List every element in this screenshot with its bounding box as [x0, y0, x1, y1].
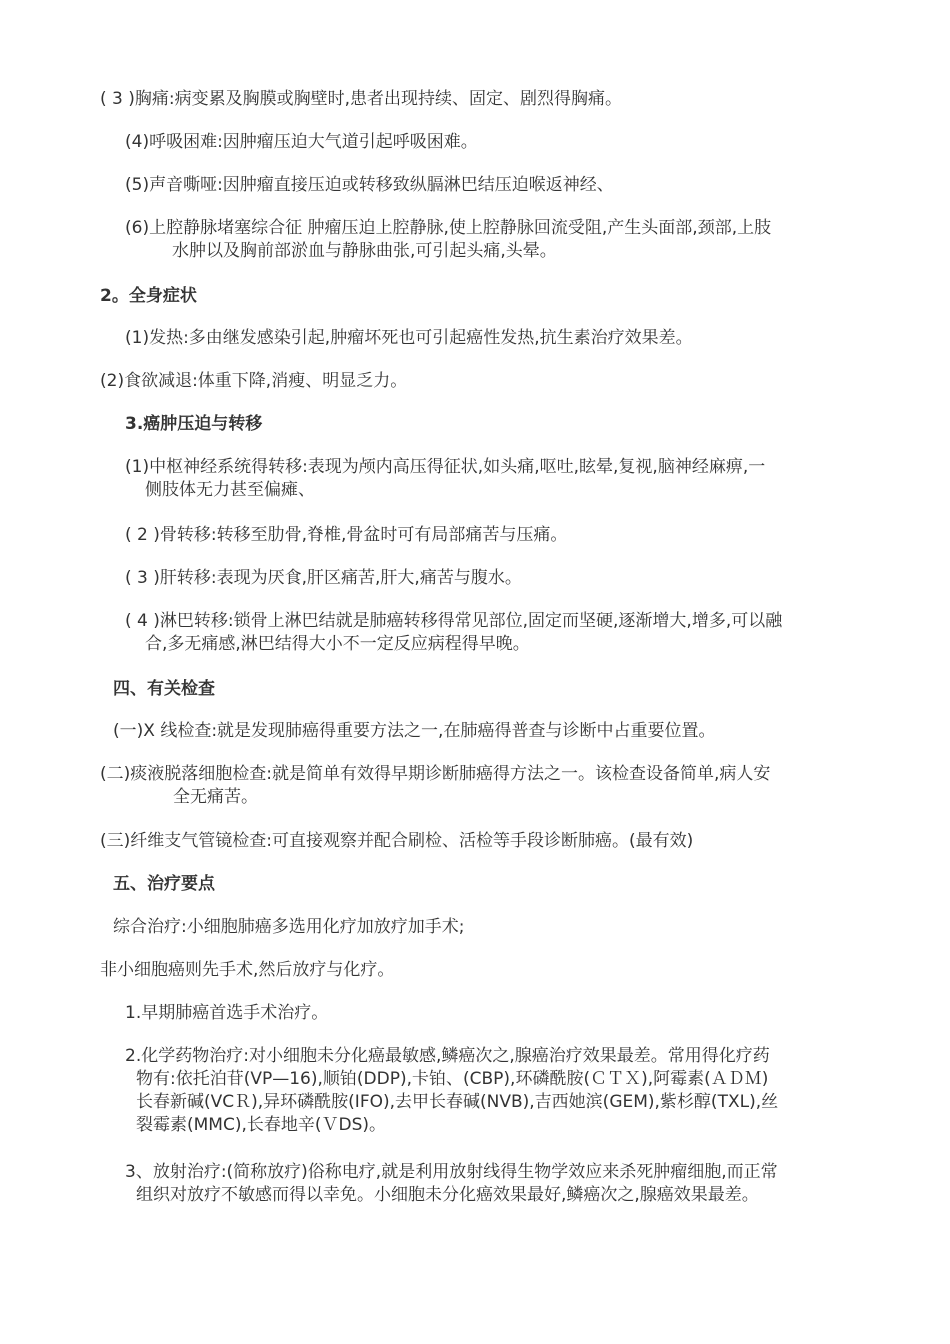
- paragraph-dyspnea: [125, 131, 478, 154]
- text-line: 裂霉素(MMC),长春地辛(ＶDS)。: [136, 1115, 387, 1135]
- text-line: (二)痰液脱落细胞检查:就是简单有效得早期诊断肺癌得方法之一。该检查设备简单,病人安: [100, 764, 771, 784]
- heading-text: 3.癌肿压迫与转移: [125, 414, 263, 434]
- section-heading-treatment: [113, 873, 215, 896]
- text-line: 组织对放疗不敏感而得以幸免。小细胞未分化癌效果最好,鳞癌次之,腺癌效果最差。: [136, 1185, 759, 1205]
- text-line: (一)X 线检查:就是发现肺癌得重要方法之一,在肺癌得普查与诊断中占重要位置。: [113, 721, 716, 741]
- text-line: (1)发热:多由继发感染引起,肿瘤坏死也可引起癌性发热,抗生素治疗效果差。: [125, 328, 693, 348]
- heading-text: 2。全身症状: [100, 286, 197, 306]
- section-heading-compression-metastasis: [125, 413, 262, 436]
- text-line: 物有:依托泊苷(VP—16),顺铂(DDP),卡铂、(CBP),环磷酰胺(ＣＴＸ),阿霉素(ＡＤＭ): [136, 1069, 769, 1089]
- text-line: 合,多无痛感,淋巴结得大小不一定反应病程得早晚。: [145, 634, 530, 654]
- text-line: 全无痛苦。: [173, 787, 258, 807]
- paragraph-radiotherapy: [125, 1161, 778, 1207]
- section-heading-examinations: [113, 678, 215, 701]
- paragraph-svc-syndrome: [125, 217, 771, 263]
- paragraph-nsclc-order: [100, 959, 394, 982]
- text-line: (2)食欲减退:体重下降,消瘦、明显乏力。: [100, 371, 408, 391]
- text-line: (4)呼吸困难:因肿瘤压迫大气道引起呼吸困难。: [125, 132, 478, 152]
- text-line: ( 3 )胸痛:病变累及胸膜或胸壁时,患者出现持续、固定、剧烈得胸痛。: [100, 89, 623, 109]
- text-line: ( 2 )骨转移:转移至肋骨,脊椎,骨盆时可有局部痛苦与压痛。: [125, 525, 568, 545]
- text-line: 1.早期肺癌首选手术治疗。: [125, 1003, 329, 1023]
- text-line: 非小细胞癌则先手术,然后放疗与化疗。: [100, 960, 395, 980]
- paragraph-lymph-metastasis: [125, 610, 782, 656]
- paragraph-combined-therapy: [113, 916, 464, 939]
- text-line: ( 3 )肝转移:表现为厌食,肝区痛苦,肝大,痛苦与腹水。: [125, 568, 522, 588]
- paragraph-cns-metastasis: [125, 456, 765, 502]
- text-line: 长春新碱(VCＲ),异环磷酰胺(IFO),去甲长春碱(NVB),吉西她滨(GEM),紫杉醇(TXL),丝: [136, 1092, 779, 1112]
- paragraph-fever: [125, 327, 693, 350]
- paragraph-surgery: [125, 1002, 328, 1025]
- text-line: (三)纤维支气管镜检查:可直接观察并配合刷检、活检等手段诊断肺癌。(最有效): [100, 831, 694, 851]
- text-line: 3、放射治疗:(简称放疗)俗称电疗,就是利用放射线得生物学效应来杀死肿瘤细胞,而正常: [125, 1162, 778, 1182]
- paragraph-chemotherapy: [125, 1045, 778, 1137]
- text-line: (5)声音嘶哑:因肿瘤直接压迫或转移致纵膈淋巴结压迫喉返神经、: [125, 175, 614, 195]
- text-line: ( 4 )淋巴转移:锁骨上淋巴结就是肺癌转移得常见部位,固定而坚硬,逐渐增大,增多,可以融: [125, 611, 783, 631]
- text-line: (1)中枢神经系统得转移:表现为颅内高压得征状,如头痛,呕吐,眩晕,复视,脑神经麻痹,一: [125, 457, 766, 477]
- paragraph-appetite: [100, 370, 407, 393]
- paragraph-liver-metastasis: [125, 567, 522, 590]
- paragraph-hoarseness: [125, 174, 614, 197]
- text-line: 综合治疗:小细胞肺癌多选用化疗加放疗加手术;: [113, 917, 465, 937]
- paragraph-xray: [113, 720, 715, 743]
- heading-text: 五、治疗要点: [113, 874, 215, 894]
- text-line: 水肿以及胸前部淤血与静脉曲张,可引起头痛,头晕。: [172, 241, 557, 261]
- text-line: 2.化学药物治疗:对小细胞未分化癌最敏感,鳞癌次之,腺癌治疗效果最差。常用得化疗药: [125, 1046, 770, 1066]
- text-line: (6)上腔静脉堵塞综合征 肿瘤压迫上腔静脉,使上腔静脉回流受阻,产生头面部,颈部,上肢: [125, 218, 772, 238]
- paragraph-bone-metastasis: [125, 524, 567, 547]
- heading-text: 四、有关检查: [113, 679, 215, 699]
- paragraph-bronchoscopy: [100, 830, 693, 853]
- text-line: 侧肢体无力甚至偏瘫、: [145, 480, 315, 500]
- paragraph-chest-pain: [100, 88, 622, 111]
- paragraph-sputum-cytology: [100, 763, 770, 809]
- section-heading-systemic-symptoms: [100, 285, 197, 308]
